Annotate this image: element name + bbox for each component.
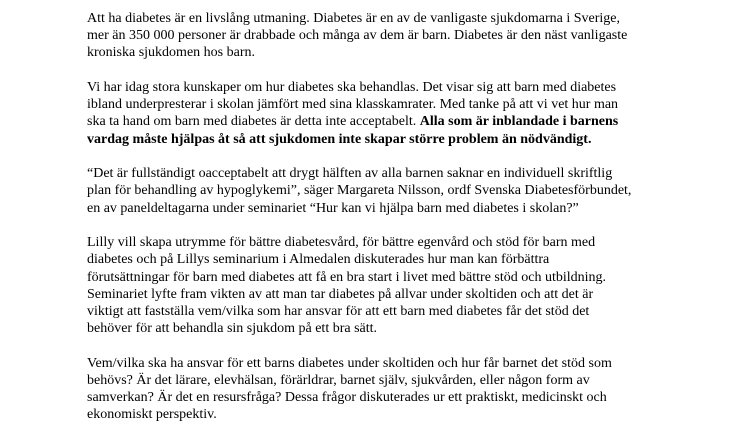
- text-line: Seminariet lyfte fram vikten av att man tar diabetes på allvar under skoltiden och att det är: [87, 286, 594, 302]
- paragraph-intro: [87, 10, 717, 62]
- paragraph-quote: [87, 165, 717, 217]
- text-line: diabetes och på Lillys seminarium i Almedalen diskuterades hur man kan förbättra: [87, 252, 550, 268]
- text-line: förutsättningar för barn med diabetes att få en bra start i livet med bättre stöd och utbildning.: [87, 269, 607, 285]
- text-line: viktigt att fastställa vem/vilka som har ansvar för att ett barn med diabetes får det stöd det: [87, 304, 590, 320]
- paragraph-responsibility: [87, 355, 717, 424]
- text-line: “Det är fullständigt oacceptabelt att drygt hälften av alla barnen saknar en individuell skriftlig: [87, 166, 613, 182]
- bold-text-line: vardag måste hjälpas åt så att sjukdomen inte skapar större problem än nödvändigt.: [87, 131, 592, 147]
- document-page: [87, 10, 717, 441]
- text-line: ekonomiskt perspektiv.: [87, 407, 217, 423]
- text-line: samverkan? Är det en resursfråga? Dessa frågor diskuterades ur ett praktiskt, medicinskt och: [87, 390, 607, 406]
- text-line: Att ha diabetes är en livslång utmaning. Diabetes är en av de vanligaste sjukdomarna i Sverige,: [87, 11, 621, 26]
- text-segment: ska ta hand om barn med diabetes är detta inte acceptabelt.: [87, 114, 420, 130]
- text-line-mixed: [87, 113, 717, 130]
- text-line: behövs? Är det lärare, elevhälsan, förärldrar, barnet själv, sjukvården, eller någon form av: [87, 373, 590, 389]
- text-line: plan för behandling av hypoglykemi”, säger Margareta Nilsson, ordf Svenska Diabetesförbundet,: [87, 183, 632, 199]
- text-line: behöver för att behandla sin sjukdom på ett bra sätt.: [87, 321, 378, 337]
- text-line: Vi har idag stora kunskaper om hur diabetes ska behandlas. Det visar sig att barn med diabetes: [87, 80, 617, 95]
- paragraph-knowledge: [87, 79, 717, 148]
- text-line: ibland underpresterar i skolan jämfört med sina klasskamrater. Med tanke på att vi vet hur man: [87, 97, 619, 113]
- text-line: mer än 350 000 personer är drabbade och många av dem är barn. Diabetes är den näst vanligaste: [87, 28, 628, 44]
- text-line: Vem/vilka ska ha ansvar för ett barns diabetes under skoltiden och hur får barnet det stöd som: [87, 355, 612, 371]
- text-line: kroniska sjukdomen hos barn.: [87, 45, 255, 61]
- paragraph-lilly: [87, 234, 717, 337]
- bold-text-segment: Alla som är inblandade i barnens: [419, 114, 619, 130]
- text-line: en av paneldeltagarna under seminariet “Hur kan vi hjälpa barn med diabetes i skolan?”: [87, 200, 579, 216]
- text-line: Lilly vill skapa utrymme för bättre diabetesvård, för bättre egenvård och stöd för barn med: [87, 235, 596, 251]
